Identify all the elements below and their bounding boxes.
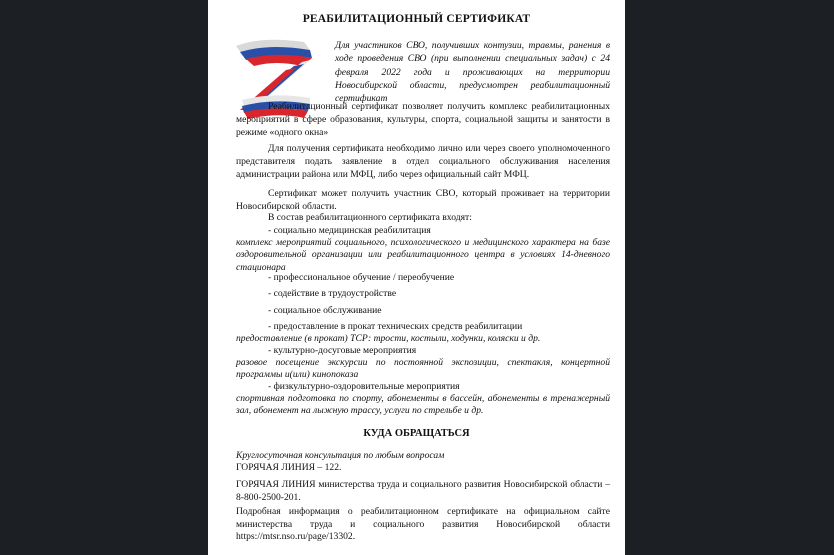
list-item-employment: - содействие в трудоустройстве — [268, 288, 397, 299]
paragraph-eligibility: Сертификат может получить участник СВО, который проживает на территории Новосибирской области. — [236, 188, 610, 212]
list-item-rehab-equipment: - предоставление в прокат технических средств реабилитации — [268, 321, 523, 332]
list-item-rehab-equipment-description: предоставление (в прокат) ТСР: трости, костыли, ходунки, коляски и др. — [236, 333, 541, 344]
list-item-medical-description: комплекс мероприятий социального, психологического и медицинского характера на базе оздоровительной организации или реабилитационного центра в условиях 14-дневного стационара — [236, 237, 610, 273]
document-page — [208, 0, 625, 555]
list-item-sport-description: спортивная подготовка по спорту, абонементы в бассейн, абонементы в тренажерный зал, абонемент на лыжную трассу, услуги по стрельбе и др. — [236, 393, 610, 417]
ministry-hotline: ГОРЯЧАЯ ЛИНИЯ министерства труда и социального развития Новосибирской области – 8-800-2500-201. — [236, 479, 610, 503]
list-item-culture: - культурно-досуговые мероприятия — [268, 345, 417, 356]
hotline-number: ГОРЯЧАЯ ЛИНИЯ – 122. — [236, 462, 342, 473]
document-title: РЕАБИЛИТАЦИОННЫЙ СЕРТИФИКАТ — [302, 13, 531, 25]
list-item-education: - профессиональное обучение / переобучение — [268, 272, 455, 283]
more-info-link-text: Подробная информация о реабилитационном сертификате на официальном сайте министерства труда и социального развития Новосибирской области https://mtsr.nso.ru/page/13302. — [236, 506, 610, 543]
paragraph-certificate-purpose: Реабилитационный сертификат позволяет получить комплекс реабилитационных мероприятий в сфере образования, культуры, спорта, социальной защиты и занятости в режиме «одного окна» — [236, 101, 610, 138]
intro-paragraph: Для участников СВО, получивших контузии, травмы, ранения в ходе проведения СВО (при выполнении специальных задач) с 24 февраля 2022 года и проживающих на территории Новосибирской области, предусмотрен реабилитационный сертификат — [335, 40, 610, 105]
list-item-sport: - физкультурно-оздоровительные мероприятия — [268, 381, 460, 392]
consultation-note: Круглосуточная консультация по любым вопросам — [236, 450, 445, 461]
list-item-social-service: - социальное обслуживание — [268, 305, 382, 316]
list-item-medical: - социально медицинская реабилитация — [268, 225, 431, 236]
list-intro: В состав реабилитационного сертификата входят: — [268, 212, 472, 223]
list-item-culture-description: разовое посещение экскурсии по постоянной экспозиции, спектакля, концертной программы и(или) кинопоказа — [236, 357, 610, 381]
paragraph-how-to-apply: Для получения сертификата необходимо лично или через своего уполномоченного представителя подать заявление в отдел социального обслуживания населения администрации района или МФЦ, либо через официальный сайт МФЦ. — [236, 143, 610, 180]
contacts-heading: КУДА ОБРАЩАТЬСЯ — [363, 428, 470, 439]
